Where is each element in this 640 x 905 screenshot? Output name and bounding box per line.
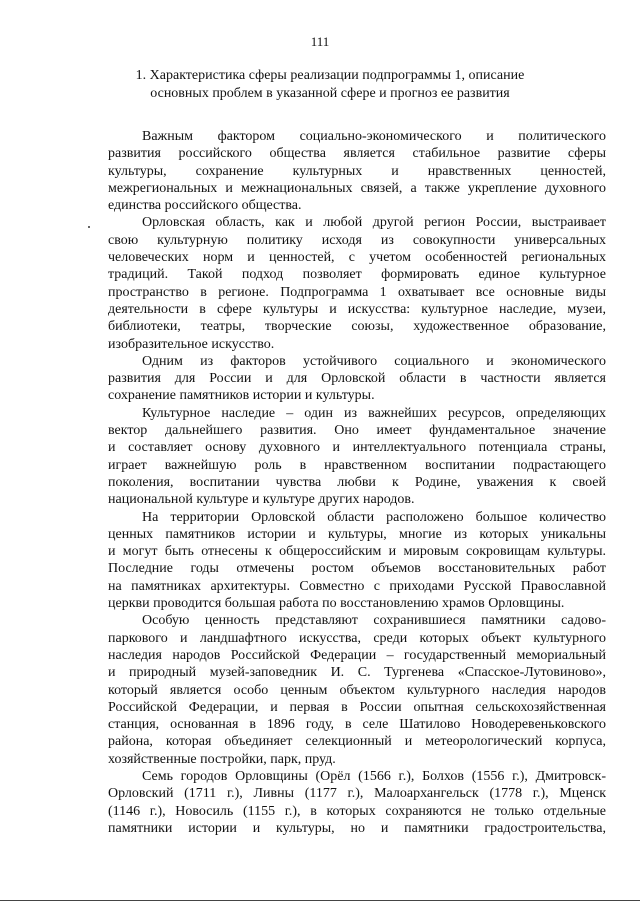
text-line: Российской Федерации, и первая в России опытная сельскохозяйственная xyxy=(108,699,606,715)
text-line: традиций. Такой подход позволяет формировать единое культурное xyxy=(108,267,606,283)
paragraph xyxy=(108,353,606,405)
text-line: района, которая объединяет селекционный и метеорологический корпуса, xyxy=(108,734,606,750)
text-line: единства российского общества. xyxy=(108,198,302,214)
paragraph xyxy=(108,405,606,509)
text-line: Орловский (1711 г.), Ливны (1177 г.), Малоархангельск (1778 г.), Мценск xyxy=(108,786,606,802)
text-line: хозяйственные постройки, парк, пруд. xyxy=(108,751,336,767)
text-line: Семь городов Орловщины (Орёл (1566 г.), Болхов (1556 г.), Дмитровск- xyxy=(142,768,606,784)
text-line: станция, основанная в 1896 году, в селе Шатилово Новодеревеньковского xyxy=(108,717,606,733)
text-line: развития российского общества является стабильное развитие сферы xyxy=(108,146,606,162)
text-line: Одним из факторов устойчивого социального и экономического xyxy=(142,353,606,369)
text-line: поколения, воспитании чувства любви к Родине, уважения к своей xyxy=(108,474,606,490)
text-line: развития для России и для Орловской области в частности является xyxy=(108,371,606,387)
text-line: На территории Орловской области расположено большое количество xyxy=(142,509,606,525)
scan-speck xyxy=(88,226,90,228)
text-line: который является особо ценным объектом культурного наследия народов xyxy=(108,682,606,698)
text-line: и составляет основу духовного и интеллектуального потенциала страны, xyxy=(108,440,606,456)
heading-line-2: основных проблем в указанной сфере и прогноз ее развития xyxy=(150,86,510,101)
page-number: 111 xyxy=(310,34,330,49)
paragraph xyxy=(108,128,606,214)
text-line: Важным фактором социально-экономического и политического xyxy=(142,129,606,144)
text-line: культуры, сохранение культурных и нравственных ценностей, xyxy=(108,163,606,179)
section-heading xyxy=(120,67,540,103)
paragraph xyxy=(108,509,606,613)
text-line: церкви проводится большая работа по восстановлению храмов Орловщины. xyxy=(108,596,565,612)
text-line: библиотеки, театры, творческие союзы, художественное образование, xyxy=(108,319,606,335)
text-line: на памятниках архитектуры. Совместно с приходами Русской Православной xyxy=(108,578,606,594)
text-line: национальной культуре и культуре других народов. xyxy=(108,492,415,508)
text-line: межрегиональных и межнациональных связей, а также укрепление духовного xyxy=(108,180,606,196)
paragraph xyxy=(108,612,606,768)
text-line: ценных памятников истории и культуры, многие из которых уникальны xyxy=(108,526,606,542)
text-line: вектор дальнейшего развития. Оно имеет фундаментальное значение xyxy=(108,423,606,439)
text-line: памятники истории и культуры, но и памятники градостроительства, xyxy=(108,820,606,836)
text-line: Особую ценность представляют сохранившиеся памятники садово- xyxy=(142,613,606,629)
text-line: и природный музей-заповедник И. С. Тургенева «Спасское-Лутовиново», xyxy=(108,665,606,681)
text-line: деятельности в сфере культуры и искусства: культурное наследие, музеи, xyxy=(108,301,606,317)
paragraph xyxy=(108,214,606,352)
text-line: наследия народов Российской Федерации – государственный мемориальный xyxy=(108,647,606,663)
text-line: играет важнейшую роль в нравственном воспитании подрастающего xyxy=(108,457,606,473)
text-line: (1146 г.), Новосиль (1155 г.), в которых сохраняются не только отдельные xyxy=(108,803,606,819)
text-line: сохранение памятников истории и культуры. xyxy=(108,388,375,404)
text-line: Последние годы отмечены ростом объемов восстановительных работ xyxy=(108,561,606,577)
text-line: пространство в регионе. Подпрограмма 1 охватывает все основные виды xyxy=(108,284,606,300)
heading-line-1: 1. Характеристика сферы реализации подпрограммы 1, описание xyxy=(135,68,525,83)
paragraph xyxy=(108,768,606,837)
text-line: изобразительное искусство. xyxy=(108,336,275,352)
page-edge-line xyxy=(0,900,640,901)
text-line: паркового и ландшафтного искусства, среди которых объект культурного xyxy=(108,630,606,646)
text-line: Орловская область, как и любой другой регион России, выстраивает xyxy=(142,215,606,231)
text-line: и могут быть отнесены к общероссийским и мировым сокровищам культуры. xyxy=(108,544,606,560)
document-body xyxy=(108,128,606,837)
text-line: Культурное наследие – один из важнейших ресурсов, определяющих xyxy=(142,405,606,421)
text-line: человеческих норм и ценностей, с учетом особенностей региональных xyxy=(108,250,606,266)
text-line: свою культурную политику исходя из совокупности универсальных xyxy=(108,232,606,248)
